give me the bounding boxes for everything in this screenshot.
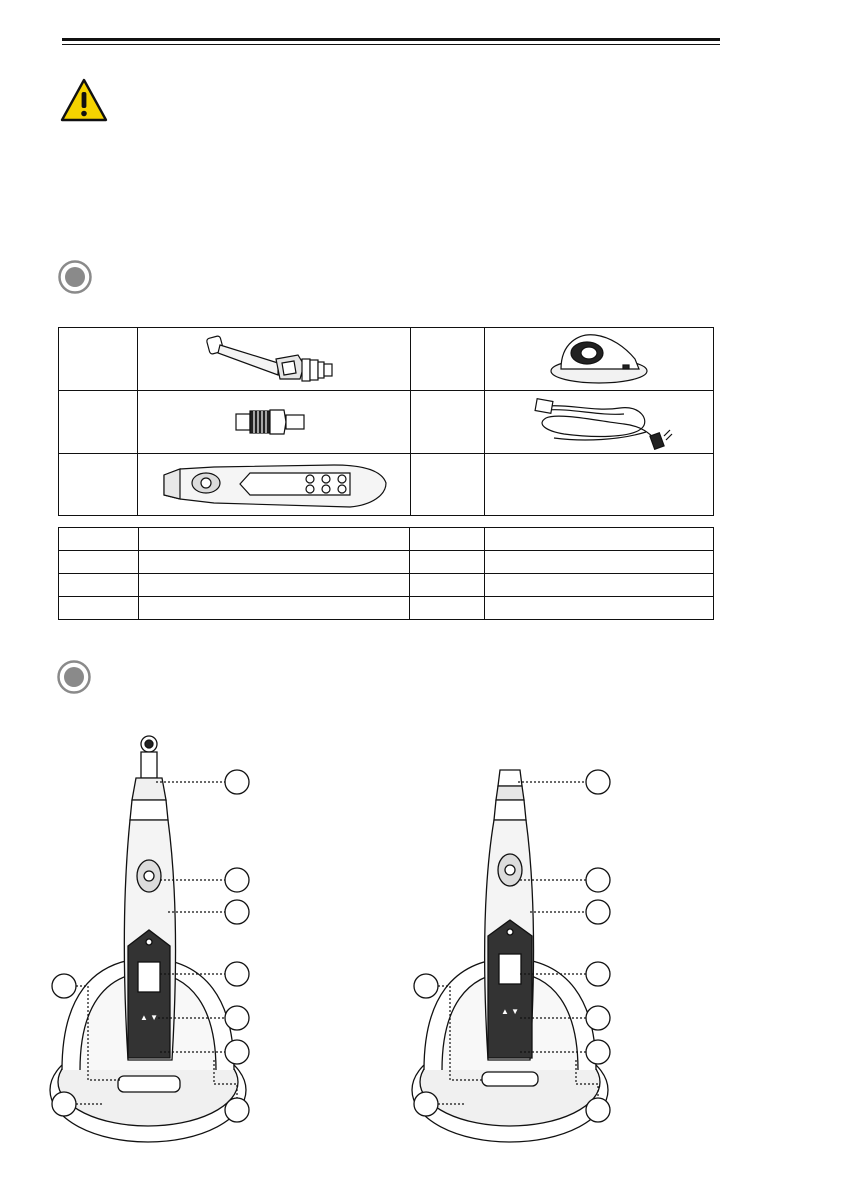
svg-text:▲ ▼: ▲ ▼ <box>139 1013 159 1022</box>
callout-circle <box>586 868 610 892</box>
callout-circle <box>586 1006 610 1030</box>
table-cell <box>59 551 139 574</box>
callout-circle <box>225 900 249 924</box>
table-cell <box>138 528 410 551</box>
callout-circle <box>414 974 438 998</box>
table-cell <box>485 574 714 597</box>
callout-circle <box>586 1040 610 1064</box>
charging-base-icon <box>539 329 659 389</box>
table-cell <box>410 454 484 516</box>
endomotor-without-contra-angle-icon <box>412 770 608 1142</box>
table-cell <box>410 391 484 454</box>
table-cell <box>59 454 138 516</box>
table-cell <box>138 391 411 454</box>
adapter-icon <box>224 402 324 442</box>
svg-text:▲ ▼: ▲ ▼ <box>500 1007 520 1016</box>
table-cell <box>484 328 713 391</box>
callout-circle <box>586 770 610 794</box>
section-bullet-icon <box>57 660 91 694</box>
parts-image-table <box>58 327 714 516</box>
callout-circle <box>586 1098 610 1122</box>
table-cell <box>59 574 139 597</box>
table-cell <box>484 454 713 516</box>
table-row <box>59 454 714 516</box>
callout-circle <box>52 1092 76 1116</box>
table-cell <box>410 328 484 391</box>
table-row <box>59 328 714 391</box>
table-cell <box>410 597 485 620</box>
table-cell <box>138 597 410 620</box>
motor-handpiece-icon <box>154 455 394 515</box>
callout-circle <box>225 868 249 892</box>
table-cell <box>485 597 714 620</box>
table-cell <box>484 391 713 454</box>
table-row <box>59 391 714 454</box>
table-cell <box>59 597 139 620</box>
header-rule-thin <box>62 44 720 45</box>
callout-circle <box>225 1040 249 1064</box>
parts-text-table <box>58 527 714 620</box>
table-cell <box>410 551 485 574</box>
table-cell <box>138 454 411 516</box>
header-rule-thick <box>62 38 720 41</box>
table-cell <box>485 528 714 551</box>
table-cell <box>410 574 485 597</box>
callout-circle <box>225 1006 249 1030</box>
callout-circle <box>225 962 249 986</box>
table-row <box>59 528 714 551</box>
callout-circle <box>414 1092 438 1116</box>
table-cell <box>410 528 485 551</box>
table-cell <box>138 574 410 597</box>
power-cord-icon <box>524 394 674 450</box>
table-cell <box>59 391 138 454</box>
callout-circle <box>225 770 249 794</box>
callout-circle <box>586 962 610 986</box>
endomotor-with-contra-angle-icon <box>50 736 246 1142</box>
table-row <box>59 551 714 574</box>
table-cell <box>138 551 410 574</box>
contra-angle-handpiece-icon <box>194 329 354 389</box>
device-diagram <box>0 700 842 1192</box>
table-cell <box>485 551 714 574</box>
callout-circle <box>52 974 76 998</box>
table-cell <box>59 328 138 391</box>
table-row <box>59 574 714 597</box>
table-cell <box>138 328 411 391</box>
table-cell <box>59 528 139 551</box>
warning-triangle-icon <box>60 78 108 122</box>
table-row <box>59 597 714 620</box>
callout-circle <box>225 1098 249 1122</box>
section-bullet-icon <box>58 260 92 294</box>
callout-circle <box>586 900 610 924</box>
